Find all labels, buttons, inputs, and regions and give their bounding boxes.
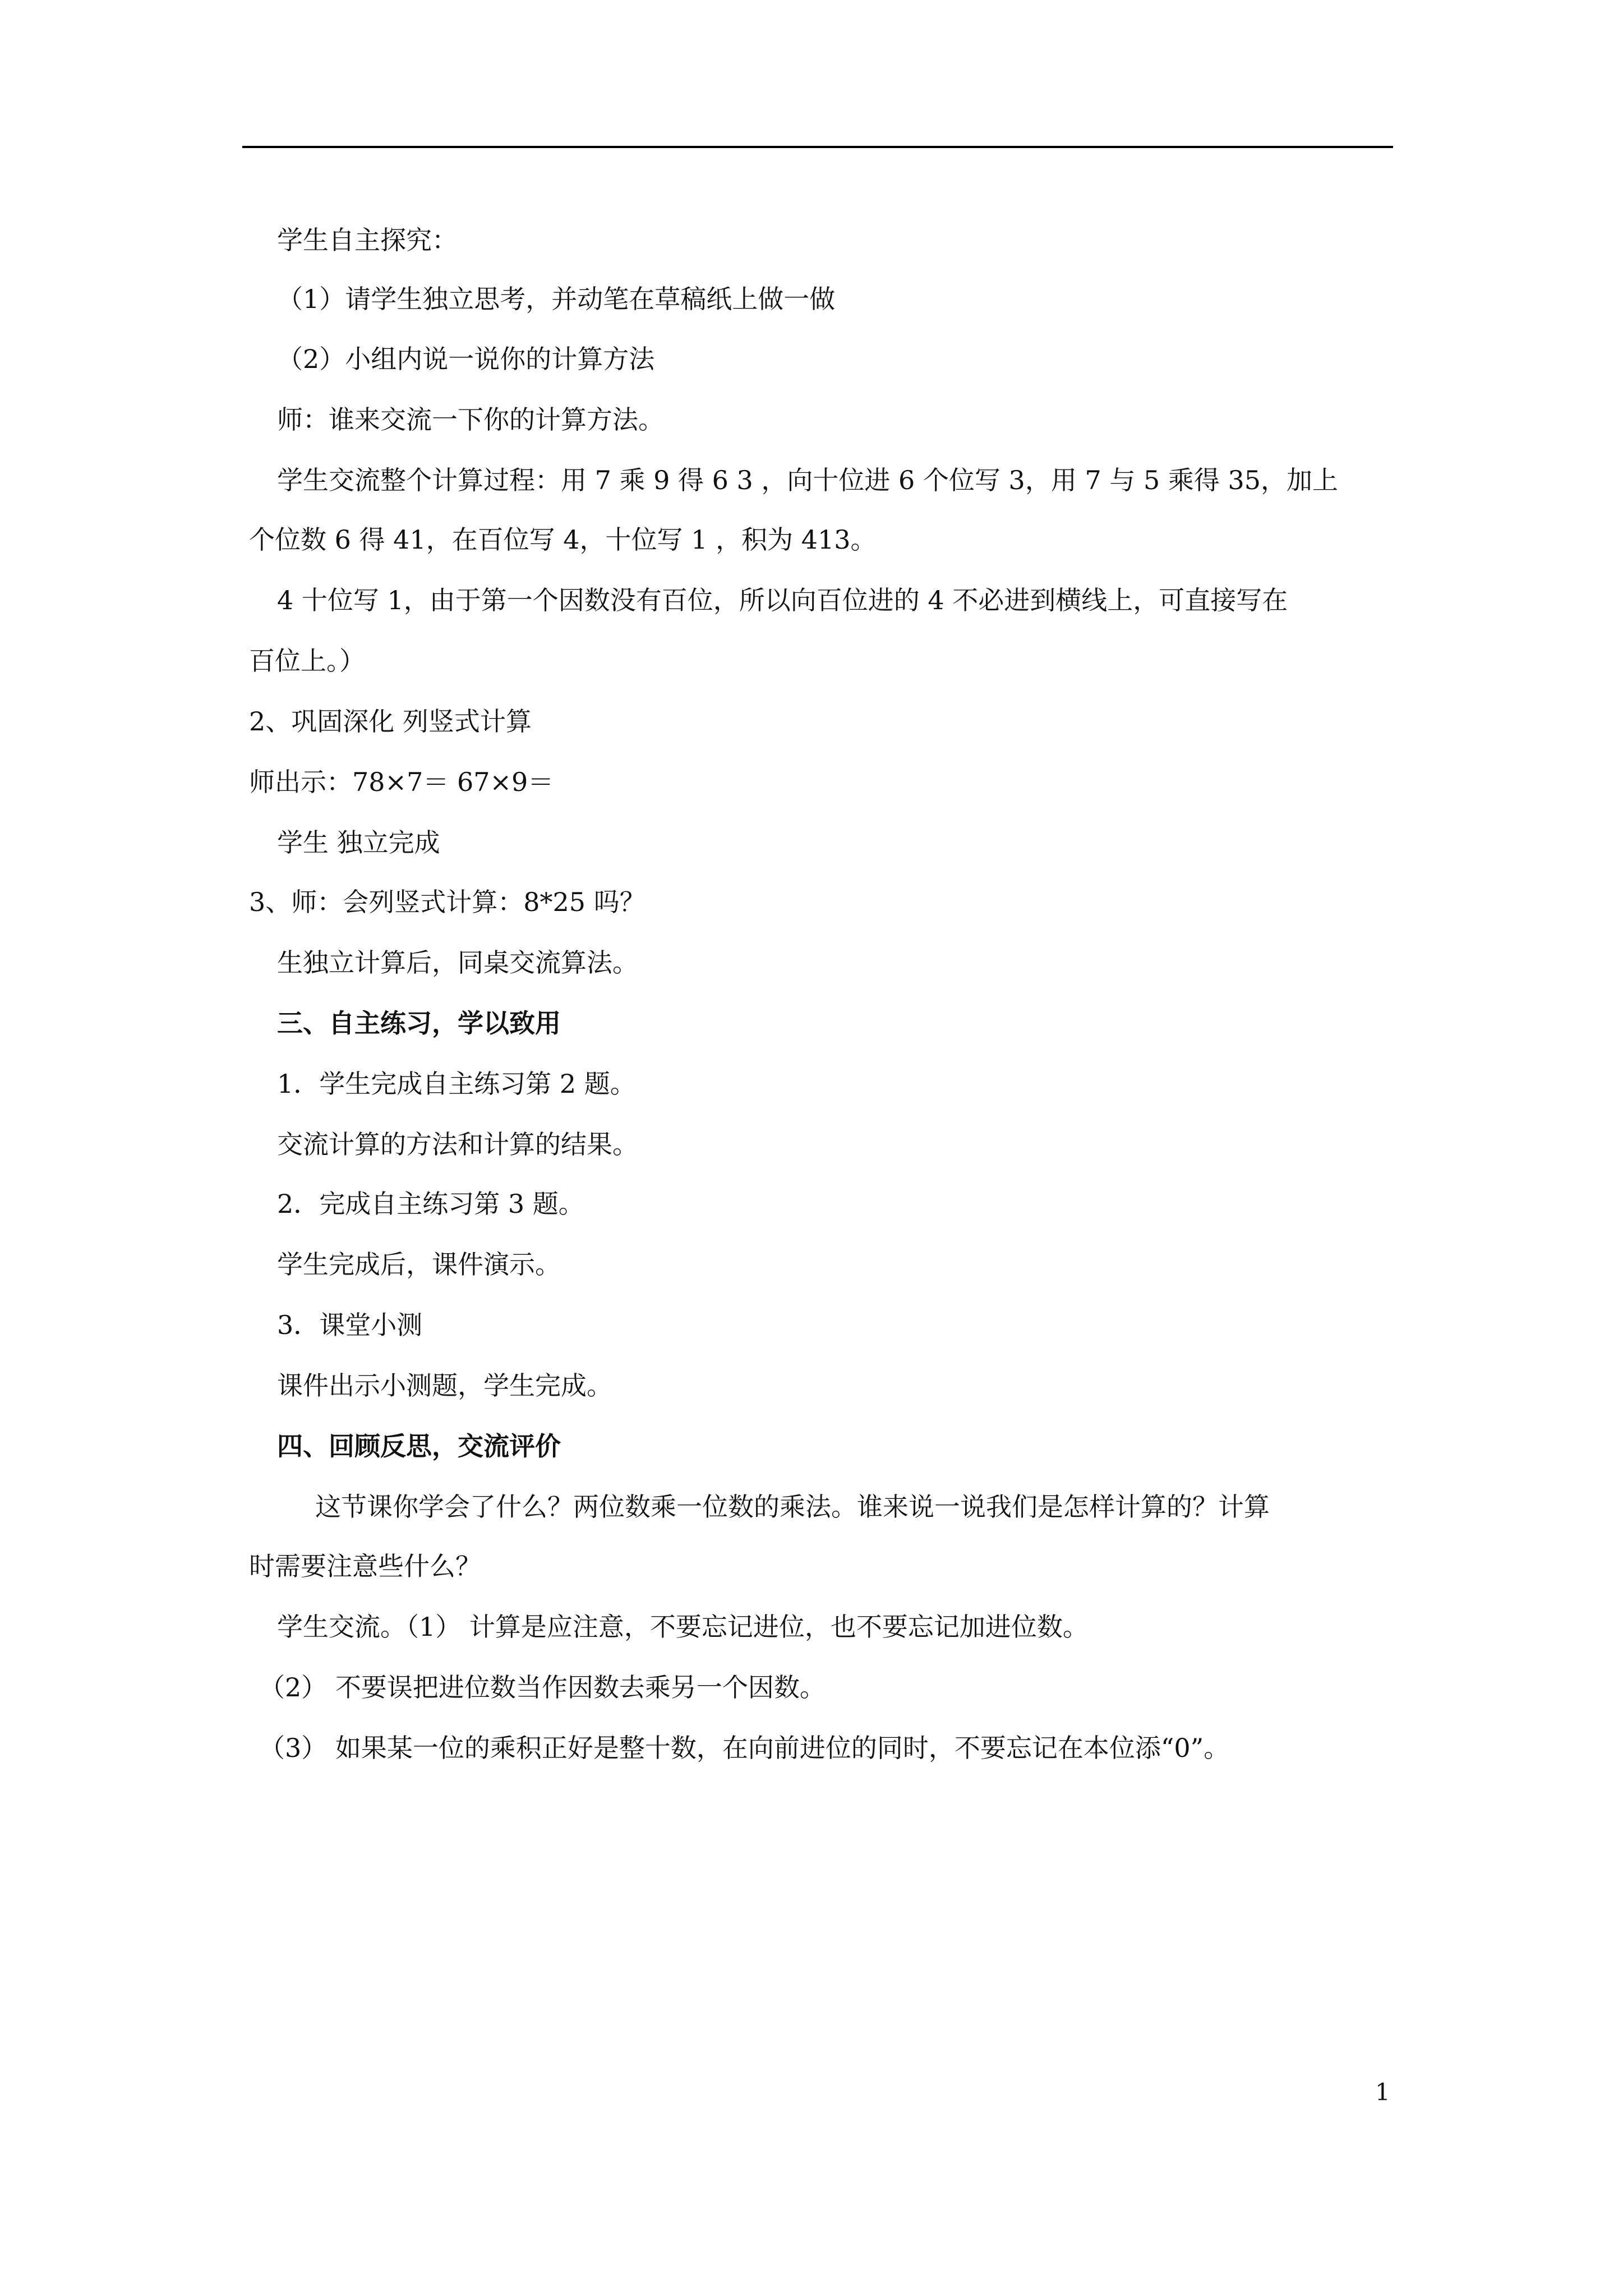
text-line-6: 个位数 6 得 41，在百位写 4，十位写 1 ，积为 413。 <box>249 524 877 555</box>
page-number: 1 <box>1375 2078 1390 2106</box>
text-line-13: 生独立计算后，同桌交流算法。 <box>277 947 638 978</box>
text-line-1: 学生自主探究： <box>277 225 458 255</box>
text-line-11: 学生 独立完成 <box>277 827 440 858</box>
section-heading-3: 三、自主练习，学以致用 <box>277 1008 561 1038</box>
text-line-5: 学生交流整个计算过程：用 7 乘 9 得 6 3 ，向十位进 6 个位写 3，用 7 与 5 乘得 35，加上 <box>277 465 1338 495</box>
text-line-25: （2） 不要误把进位数当作因数去乘另一个因数。 <box>259 1672 826 1703</box>
text-line-18: 学生完成后，课件演示。 <box>277 1249 561 1280</box>
text-line-7: 4 十位写 1，由于第一个因数没有百位，所以向百位进的 4 不必进到横线上，可直接写在 <box>277 585 1288 615</box>
text-line-10: 师出示：78×7＝ 67×9＝ <box>249 767 554 797</box>
section-heading-4: 四、回顾反思，交流评价 <box>277 1431 561 1461</box>
text-line-15: 1．学生完成自主练习第 2 题。 <box>277 1069 636 1099</box>
text-line-20: 课件出示小测题，学生完成。 <box>277 1370 612 1401</box>
text-line-2: （1）请学生独立思考，并动笔在草稿纸上做一做 <box>277 284 836 314</box>
text-line-19: 3．课堂小测 <box>277 1310 423 1340</box>
text-line-22: 这节课你学会了什么？两位数乘一位数的乘法。谁来说一说我们是怎样计算的？计算 <box>315 1492 1270 1522</box>
text-line-12: 3、师：会列竖式计算：8*25 吗？ <box>249 887 645 917</box>
text-line-4: 师：谁来交流一下你的计算方法。 <box>277 404 664 435</box>
header-rule <box>242 146 1393 148</box>
text-line-26: （3） 如果某一位的乘积正好是整十数，在向前进位的同时，不要忘记在本位添“0”。 <box>259 1733 1230 1763</box>
text-line-16: 交流计算的方法和计算的结果。 <box>277 1129 638 1159</box>
text-line-3: （2）小组内说一说你的计算方法 <box>277 344 655 374</box>
text-line-23: 时需要注意些什么？ <box>249 1551 481 1581</box>
text-line-24: 学生交流。（1） 计算是应注意，不要忘记进位，也不要忘记加进位数。 <box>277 1612 1089 1642</box>
text-line-17: 2．完成自主练习第 3 题。 <box>277 1189 584 1219</box>
text-line-8: 百位上。） <box>249 646 365 676</box>
text-line-9: 2、巩固深化 列竖式计算 <box>249 706 532 737</box>
